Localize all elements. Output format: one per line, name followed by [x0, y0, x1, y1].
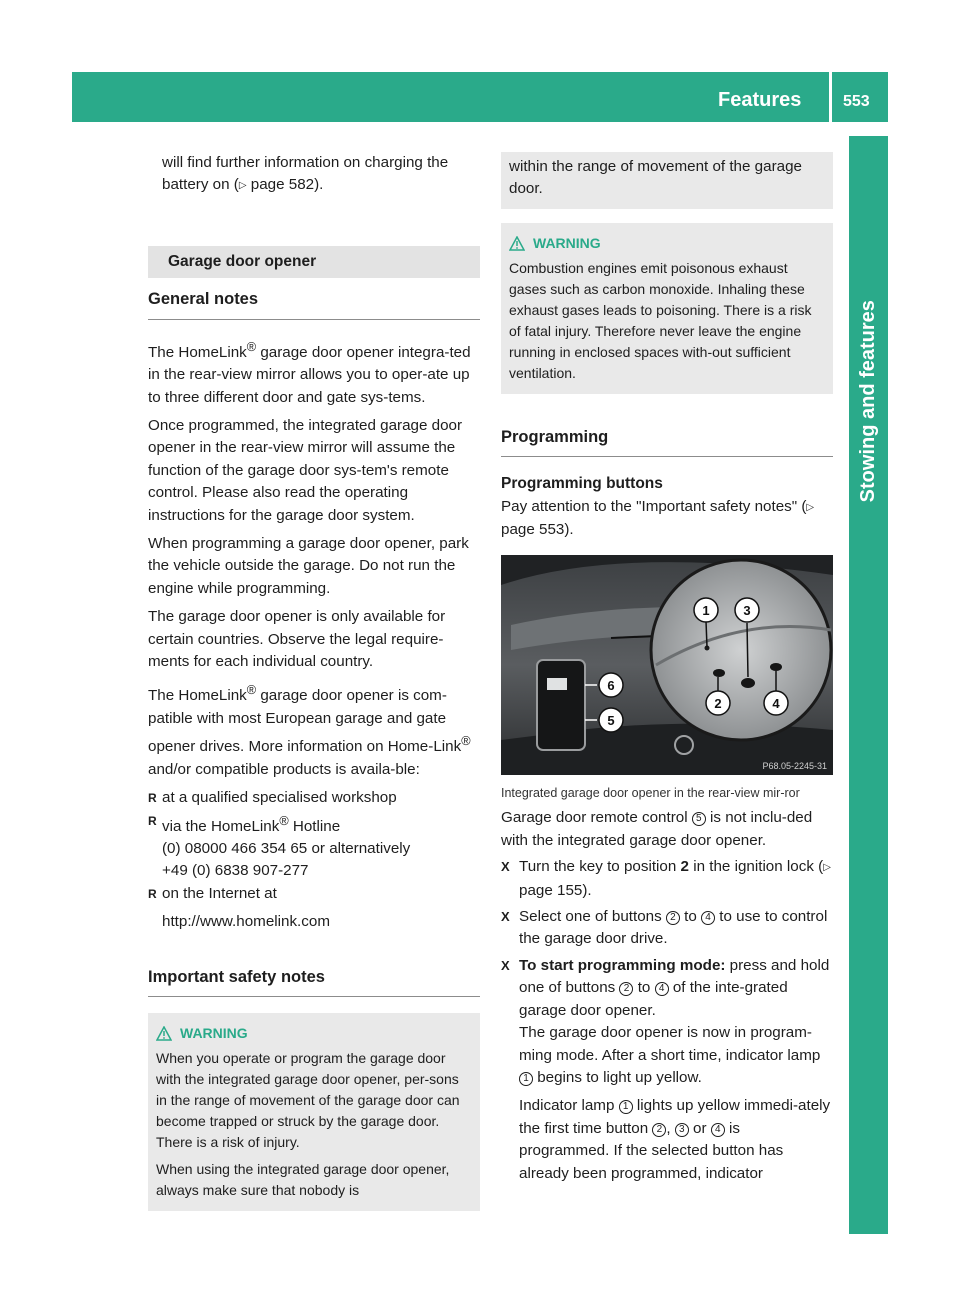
callout-4-icon: 4 [711, 1123, 725, 1137]
heading-programming: Programming [501, 416, 833, 457]
warning-text-2: When using the integrated garage door opener, always make sure that nobody is [156, 1161, 450, 1199]
paragraph-programmed: Once programmed, the integrated garage door opener in the rear-view mirror will assume the function of the garage door sys-tem's remote control. Please also read the operating instructions for the garage door system. [148, 416, 463, 524]
bullet-icon: R [148, 886, 157, 901]
photo-callout-1: 1 [702, 603, 710, 619]
bullet-icon: R [148, 791, 157, 806]
header-title: Features [718, 89, 802, 111]
callout-2-icon: 2 [652, 1123, 666, 1137]
left-column [148, 152, 480, 1211]
warning-continuation: within the range of movement of the garage door. [501, 152, 833, 209]
side-tab-label: Stowing and features [857, 299, 880, 503]
page-ref-arrow-icon: ▷ [823, 862, 831, 874]
page-link[interactable]: page 553 [501, 521, 565, 539]
paragraph-indicator: Indicator lamp 1 lights up yellow immedi-ately the first time button 2 , 3 or 4 is programmed. If the selected button has already been programmed, indicator [519, 1097, 831, 1182]
warning-triangle-icon [156, 1026, 172, 1041]
photo-callout-4: 4 [772, 696, 780, 712]
photo-callout-2: 2 [714, 696, 722, 712]
page-number: 553 [843, 93, 870, 110]
callout-5-icon: 5 [692, 812, 706, 826]
step-marker-icon: X [501, 957, 510, 973]
list-item: R on the Internet at [148, 883, 480, 905]
side-tab-label-wrap [849, 136, 888, 666]
list-item: R via the HomeLink® Hotline (0) 08000 466 354 65 or alternatively +49 (0) 6838 907-277 [148, 810, 480, 883]
photo-callout-3: 3 [743, 603, 751, 619]
callout-4-icon: 4 [655, 982, 669, 996]
callout-4-icon: 4 [701, 911, 715, 925]
step-item: X Select one of buttons 2 to 4 to use to control the garage door drive. [501, 908, 828, 948]
paragraph-park: When programming a garage door opener, park the vehicle outside the garage. Do not run the engine while programming. [148, 534, 469, 597]
heading-programming-buttons: Programming buttons [501, 475, 663, 493]
paragraph-compatible: The HomeLink® garage door opener is com-patible with most European garage and gate opener drives. More information on Home-Link® and/or compatible products is availa-ble: [148, 683, 471, 778]
homelink-url[interactable]: http://www.homelink.com [162, 913, 330, 931]
page-link[interactable]: page 155 [519, 881, 583, 899]
step-marker-icon: X [501, 859, 510, 875]
paragraph-remote: Garage door remote control 5 is not inclu-ded with the integrated garage door opener. [501, 809, 813, 849]
callout-2-icon: 2 [619, 982, 633, 996]
page-ref-arrow-icon: ▷ [806, 501, 815, 513]
page-link[interactable]: page 582 [250, 176, 315, 194]
photo-callout-5: 5 [607, 713, 615, 729]
warning-box-exhaust [501, 223, 833, 394]
step-item: X Turn the key to position 2 in the ignition lock (▷ page 155). [501, 858, 831, 899]
right-column [501, 152, 833, 1185]
warning-label: WARNING [180, 1025, 248, 1042]
callout-2-icon: 2 [666, 911, 680, 925]
warning-text: When you operate or program the garage door with the integrated garage door opener, per-sons in the range of movement of the garage door can become trapped or struck by the garage door. There is a risk of injury. [156, 1050, 460, 1151]
heading-safety-notes: Important safety notes [148, 956, 480, 997]
warning-label: WARNING [533, 234, 601, 251]
mirror-photo-illustration [501, 555, 833, 775]
paragraph-countries: The garage door opener is only available for certain countries. Observe the legal require-ments for each individual country. [148, 608, 446, 670]
callout-3-icon: 3 [675, 1123, 689, 1137]
section-title-garage: Garage door opener [148, 246, 480, 278]
paragraph-homelink: The HomeLink® garage door opener integra-ted in the rear-view mirror allows you to oper-ate up to three different door and gate sys-tems. [148, 339, 471, 406]
header-separator [829, 72, 832, 122]
intro-paragraph: will find further information on charging the battery on (▷ page 582). [162, 154, 449, 194]
photo-caption: Integrated garage door opener in the rear-view mir-ror [501, 786, 800, 801]
list-item: R at a qualified specialised workshop [148, 787, 480, 809]
warning-box [148, 1013, 480, 1211]
heading-general-notes: General notes [148, 278, 480, 319]
warning-triangle-icon [509, 236, 525, 251]
photo-callout-6: 6 [607, 678, 615, 694]
callout-1-icon: 1 [619, 1100, 633, 1114]
callout-1-icon: 1 [519, 1072, 533, 1086]
step-marker-icon: X [501, 909, 510, 925]
warning-text: Combustion engines emit poisonous exhaust gases such as carbon monoxide. Inhaling these exhaust gases leads to poisoning. There is a risk of fatal injury. Therefore never leave the engine running in enclosed spaces with-out sufficient ventilation. [509, 259, 812, 381]
bullet-icon: R [148, 813, 157, 828]
step-item: X To start programming mode: press and hold one of buttons 2 to 4 of the inte-grated garage door opener. The garage door opener is now in program-ming mode. After a short time, indicator lamp 1 begins to light up yellow. Indicator lamp 1 lights up yellow immedi-ately the first time button 2 , 3 or 4 is programmed. If the selected button has already been programmed, indicator [501, 955, 833, 1185]
paragraph-pay-attention: Pay attention to the "Important safety notes" (▷ page 553). [501, 497, 815, 539]
garage-opener-photo [501, 555, 833, 775]
page-ref-arrow-icon: ▷ [238, 180, 247, 192]
photo-code: P68.05-2245-31 [762, 761, 827, 772]
